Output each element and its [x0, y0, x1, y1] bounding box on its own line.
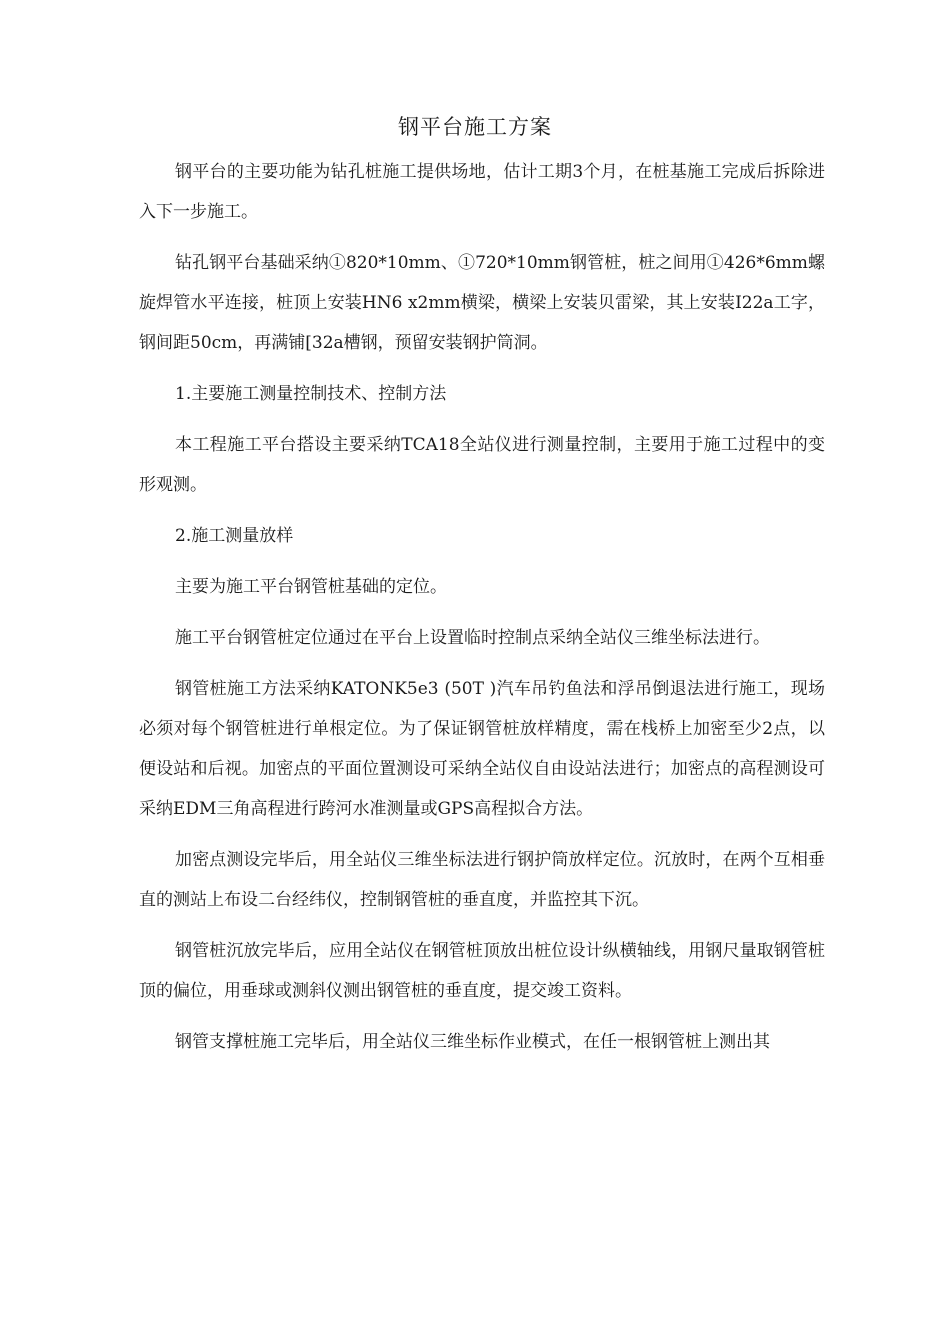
- paragraph-survey-instrument: 本工程施工平台搭设主要采纳TCA18全站仪进行测量控制，主要用于施工过程中的变形观测。: [139, 435, 825, 495]
- paragraph-support-pile-survey: 钢管支撑桩施工完毕后，用全站仪三维坐标作业模式，在任一根钢管桩上测出其: [175, 1032, 770, 1052]
- section-heading-survey-control: 1.主要施工测量控制技术、控制方法: [175, 384, 447, 404]
- paragraph-temporary-control: 施工平台钢管桩定位通过在平台上设置临时控制点采纳全站仪三维坐标法进行。: [175, 628, 770, 648]
- section-heading-setting-out: 2.施工测量放样: [175, 526, 294, 546]
- paragraph-platform-structure: 钻孔钢平台基础采纳①820*10mm、①720*10mm钢管桩，桩之间用①426*6mm螺旋焊管水平连接，桩顶上安装HN6 x2mm横梁，横梁上安装贝雷梁，其上安装I22a工字，钢间距50cm，再满铺[32a槽钢，预留安装钢护筒洞。: [139, 253, 825, 353]
- document-title: 钢平台施工方案: [398, 115, 552, 139]
- paragraph-pile-positioning: 主要为施工平台钢管桩基础的定位。: [175, 577, 447, 597]
- document-body: [139, 152, 825, 1073]
- paragraph-platform-function: 钢平台的主要功能为钻孔桩施工提供场地，估计工期3个月，在桩基施工完成后拆除进入下一步施工。: [139, 162, 825, 222]
- paragraph-pile-construction-method: 钢管桩施工方法采纳KATONK5e3 (50T )汽车吊钓鱼法和浮吊倒退法进行施工，现场必须对每个钢管桩进行单根定位。为了保证钢管桩放样精度，需在栈桥上加密至少2点，以便设站和后视。加密点的平面位置测设可采纳全站仪自由设站法进行；加密点的高程测设可采纳EDM三角高程进行跨河水准测量或GPS高程拟合方法。: [139, 679, 825, 819]
- paragraph-casing-setting-out: 加密点测设完毕后，用全站仪三维坐标法进行钢护筒放样定位。沉放时，在两个互相垂直的测站上布设二台经纬仪，控制钢管桩的垂直度，并监控其下沉。: [139, 850, 825, 910]
- paragraph-pile-deviation-check: 钢管桩沉放完毕后，应用全站仪在钢管桩顶放出桩位设计纵横轴线，用钢尺量取钢管桩顶的偏位，用垂球或测斜仪测出钢管桩的垂直度，提交竣工资料。: [139, 941, 825, 1001]
